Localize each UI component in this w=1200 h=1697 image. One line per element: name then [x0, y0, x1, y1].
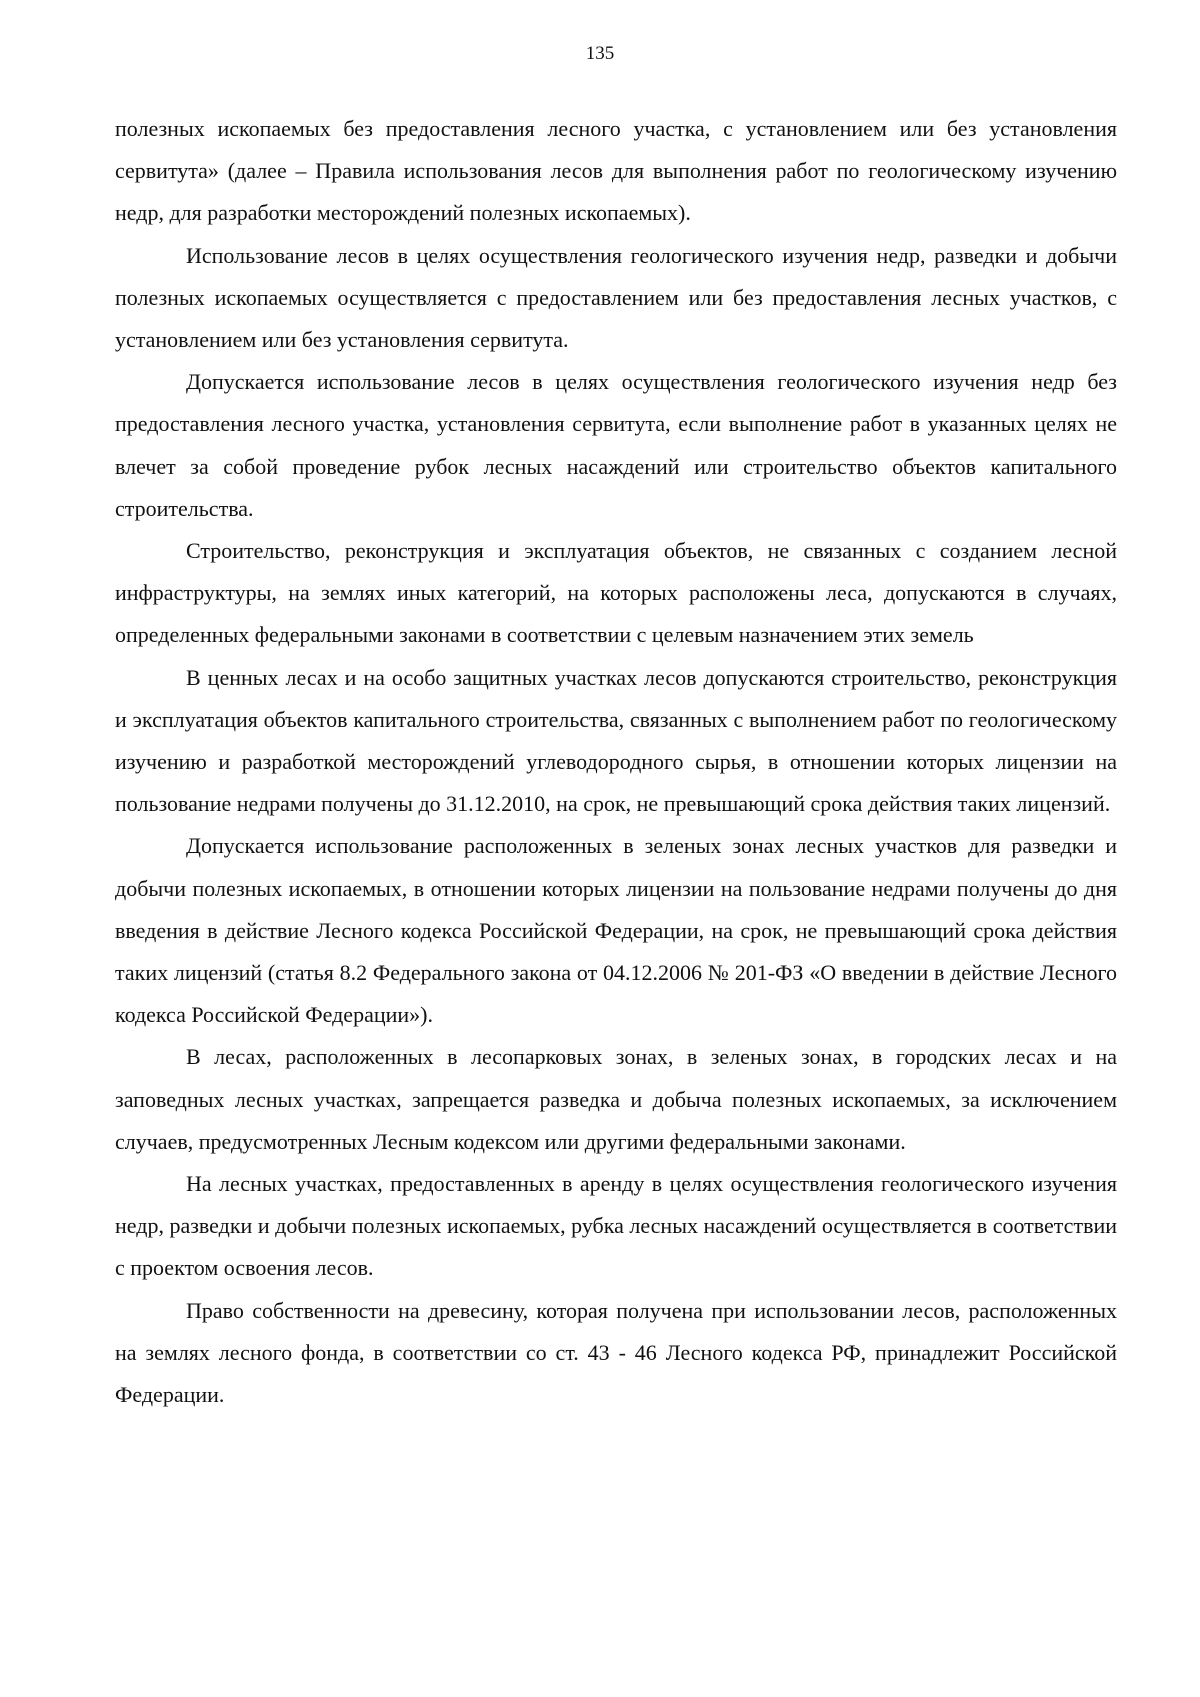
paragraph-use-without-plot: Допускается использование лесов в целях осуществления геологического изучения недр без предоставления лесного участка, установления сервитута, если выполнение работ в указанных целях не влечет за собой проведение рубок лесных насаждений или строительство объектов капитального строительства. [115, 369, 1117, 521]
paragraph-timber-ownership: Право собственности на древесину, которая получена при использовании лесов, расположенных на землях лесного фонда, в соответствии со ст. 43 - 46 Лесного кодекса РФ, принадлежит Российской Федерации. [115, 1297, 1117, 1408]
paragraph-valuable-forests: В ценных лесах и на особо защитных участках лесов допускаются строительство, реконструкция и эксплуатация объектов капитального строительства, связанных с выполнением работ по геологическому изучению и разработкой месторождений углеводородного сырья, в отношении которых лицензии на пользование недрами получены до 31.12.2010, на срок, не превышающий срока действия таких лицензий. [115, 664, 1117, 817]
paragraph-green-zones: Допускается использование расположенных в зеленых зонах лесных участков для разведки и добычи полезных ископаемых, в отношении которых лицензии на пользование недрами получены до дня введения в действие Лесного кодекса Российской Федерации, на срок, не превышающий срока действия таких лицензий (статья 8.2 Федерального закона от 04.12.2006 № 201-ФЗ «О введении в действие Лесного кодекса Российской Федерации»). [115, 833, 1117, 1028]
paragraph-continuation: полезных ископаемых без предоставления лесного участка, с установлением или без установления сервитута» (далее – Правила использования лесов для выполнения работ по геологическому изучению недр, для разработки месторождений полезных ископаемых). [115, 116, 1117, 226]
document-body [115, 108, 1117, 1416]
paragraph-forest-use-purposes: Использование лесов в целях осуществления геологического изучения недр, разведки и добычи полезных ископаемых осуществляется с предоставлением или без предоставления лесных участков, с установлением или без установления сервитута. [115, 242, 1117, 353]
paragraph-leased-plots: На лесных участках, предоставленных в аренду в целях осуществления геологического изучения недр, разведки и добычи полезных ископаемых, рубка лесных насаждений осуществляется в соответствии с проектом освоения лесов. [115, 1171, 1117, 1281]
page-number: 135 [585, 43, 615, 64]
paragraph-prohibited-zones: В лесах, расположенных в лесопарковых зонах, в зеленых зонах, в городских лесах и на заповедных лесных участках, запрещается разведка и добыча полезных ископаемых, за исключением случаев, предусмотренных Лесным кодексом или другими федеральными законами. [115, 1044, 1117, 1154]
paragraph-construction-other-lands: Строительство, реконструкция и эксплуатация объектов, не связанных с созданием лесной инфраструктуры, на землях иных категорий, на которых расположены леса, допускаются в случаях, определенных федеральными законами в соответствии с целевым назначением этих земель [115, 538, 1117, 648]
